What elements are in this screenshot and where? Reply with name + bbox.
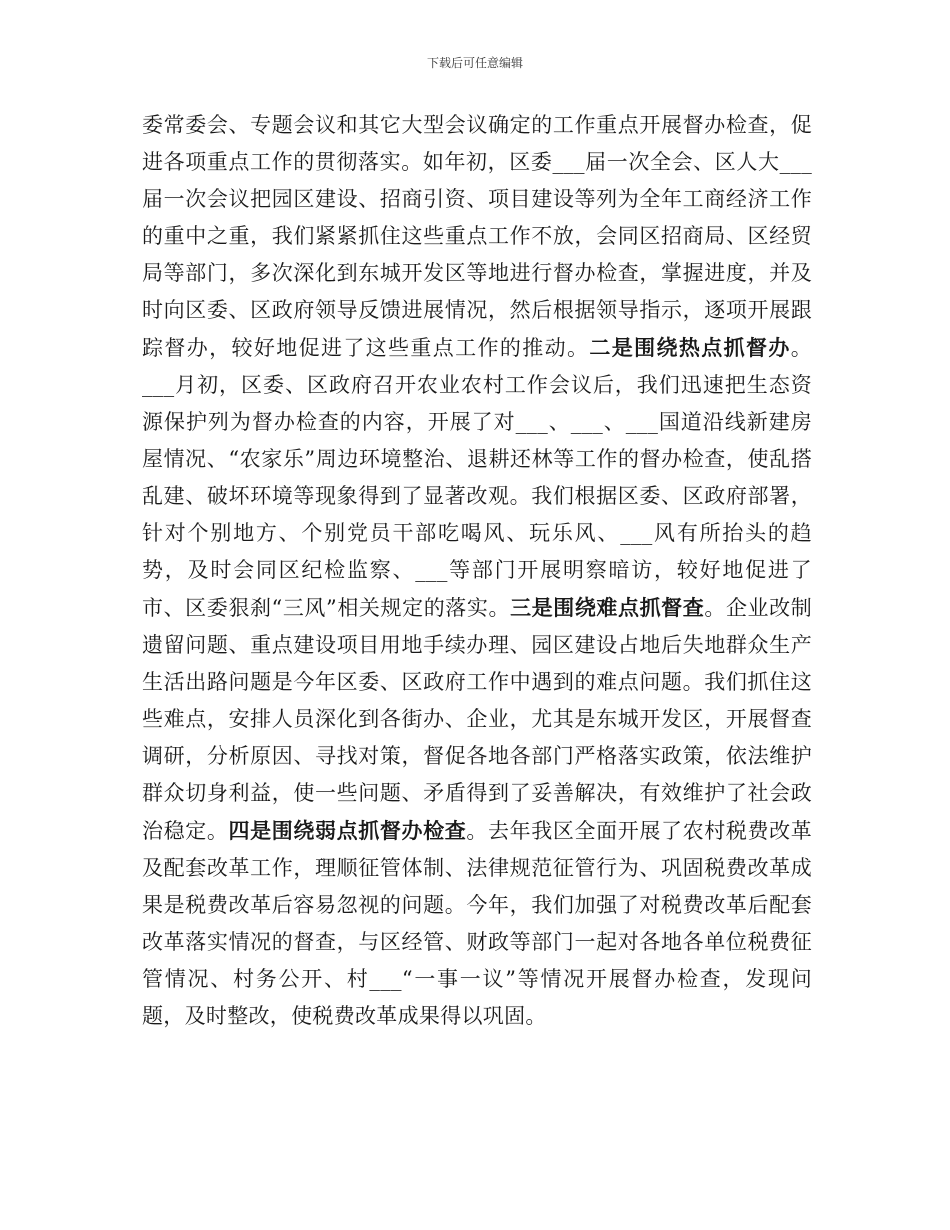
- paragraph-text: 委常委会、专题会议和其它大型会议确定的工作重点开展督办检查，促进各项重点工作的贯彻落实。如年初，区委___届一次全会、区人大___届一次会议把园区建设、招商引资、项目建设等列为全年工商经济工作的重中之重，我们紧紧抓住这些重点工作不放，会同区招商局、区经贸局等部门，多次深化到东城开发区等地进行督办检查，掌握进度，并及时向区委、区政府领导反馈进展情况，然后根据领导指示，逐项开展跟踪督办，较好地促进了这些重点工作的推动。: [142, 113, 812, 360]
- body-paragraph: [142, 107, 812, 1035]
- paragraph-heading-difficulty: 三是围绕难点抓督查: [510, 595, 705, 620]
- paragraph-text: 。去年我区全面开展了农村税费改革及配套改革工作，理顺征管体制、法律规范征管行为、巩固税费改革成果是税费改革后容易忽视的问题。今年，我们加强了对税费改革后配套改革落实情况的督查，与区经管、财政等部门一起对各地各单位税费征管情况、村务公开、村___“一事一议”等情况开展督办检查，发现问题，及时整改，使税费改革成果得以巩固。: [142, 819, 812, 1028]
- paragraph-text: 。___月初，区委、区政府召开农业农村工作会议后，我们迅速把生态资源保护列为督办检查的内容，开展了对___、___、___国道沿线新建房屋情况、“农家乐”周边环境整治、退耕还林等工作的督办检查，使乱搭乱建、破坏环境等现象得到了显著改观。我们根据区委、区政府部署，针对个别地方、个别党员干部吃喝风、玩乐风、___风有所抬头的趋势，及时会同区纪检监察、___等部门开展明察暗访，较好地促进了市、区委狠刹“三风”相关规定的落实。: [142, 336, 813, 620]
- paragraph-text: 。企业改制遗留问题、重点建设项目用地手续办理、园区建设占地后失地群众生产生活出路问题是今年区委、区政府工作中遇到的难点问题。我们抓住这些难点，安排人员深化到各街办、企业，尤其是东城开发区，开展督查调研，分析原因、寻找对策，督促各地各部门严格落实政策，依法维护群众切身利益，使一些问题、矛盾得到了妥善解决，有效维护了社会政治稳定。: [142, 596, 813, 843]
- paragraph-heading-hotspot: 二是围绕热点抓督办: [589, 335, 791, 360]
- paragraph-heading-weakness: 四是围绕弱点抓督办检查: [228, 818, 467, 843]
- page-header: 下载后可任意编辑: [426, 56, 523, 70]
